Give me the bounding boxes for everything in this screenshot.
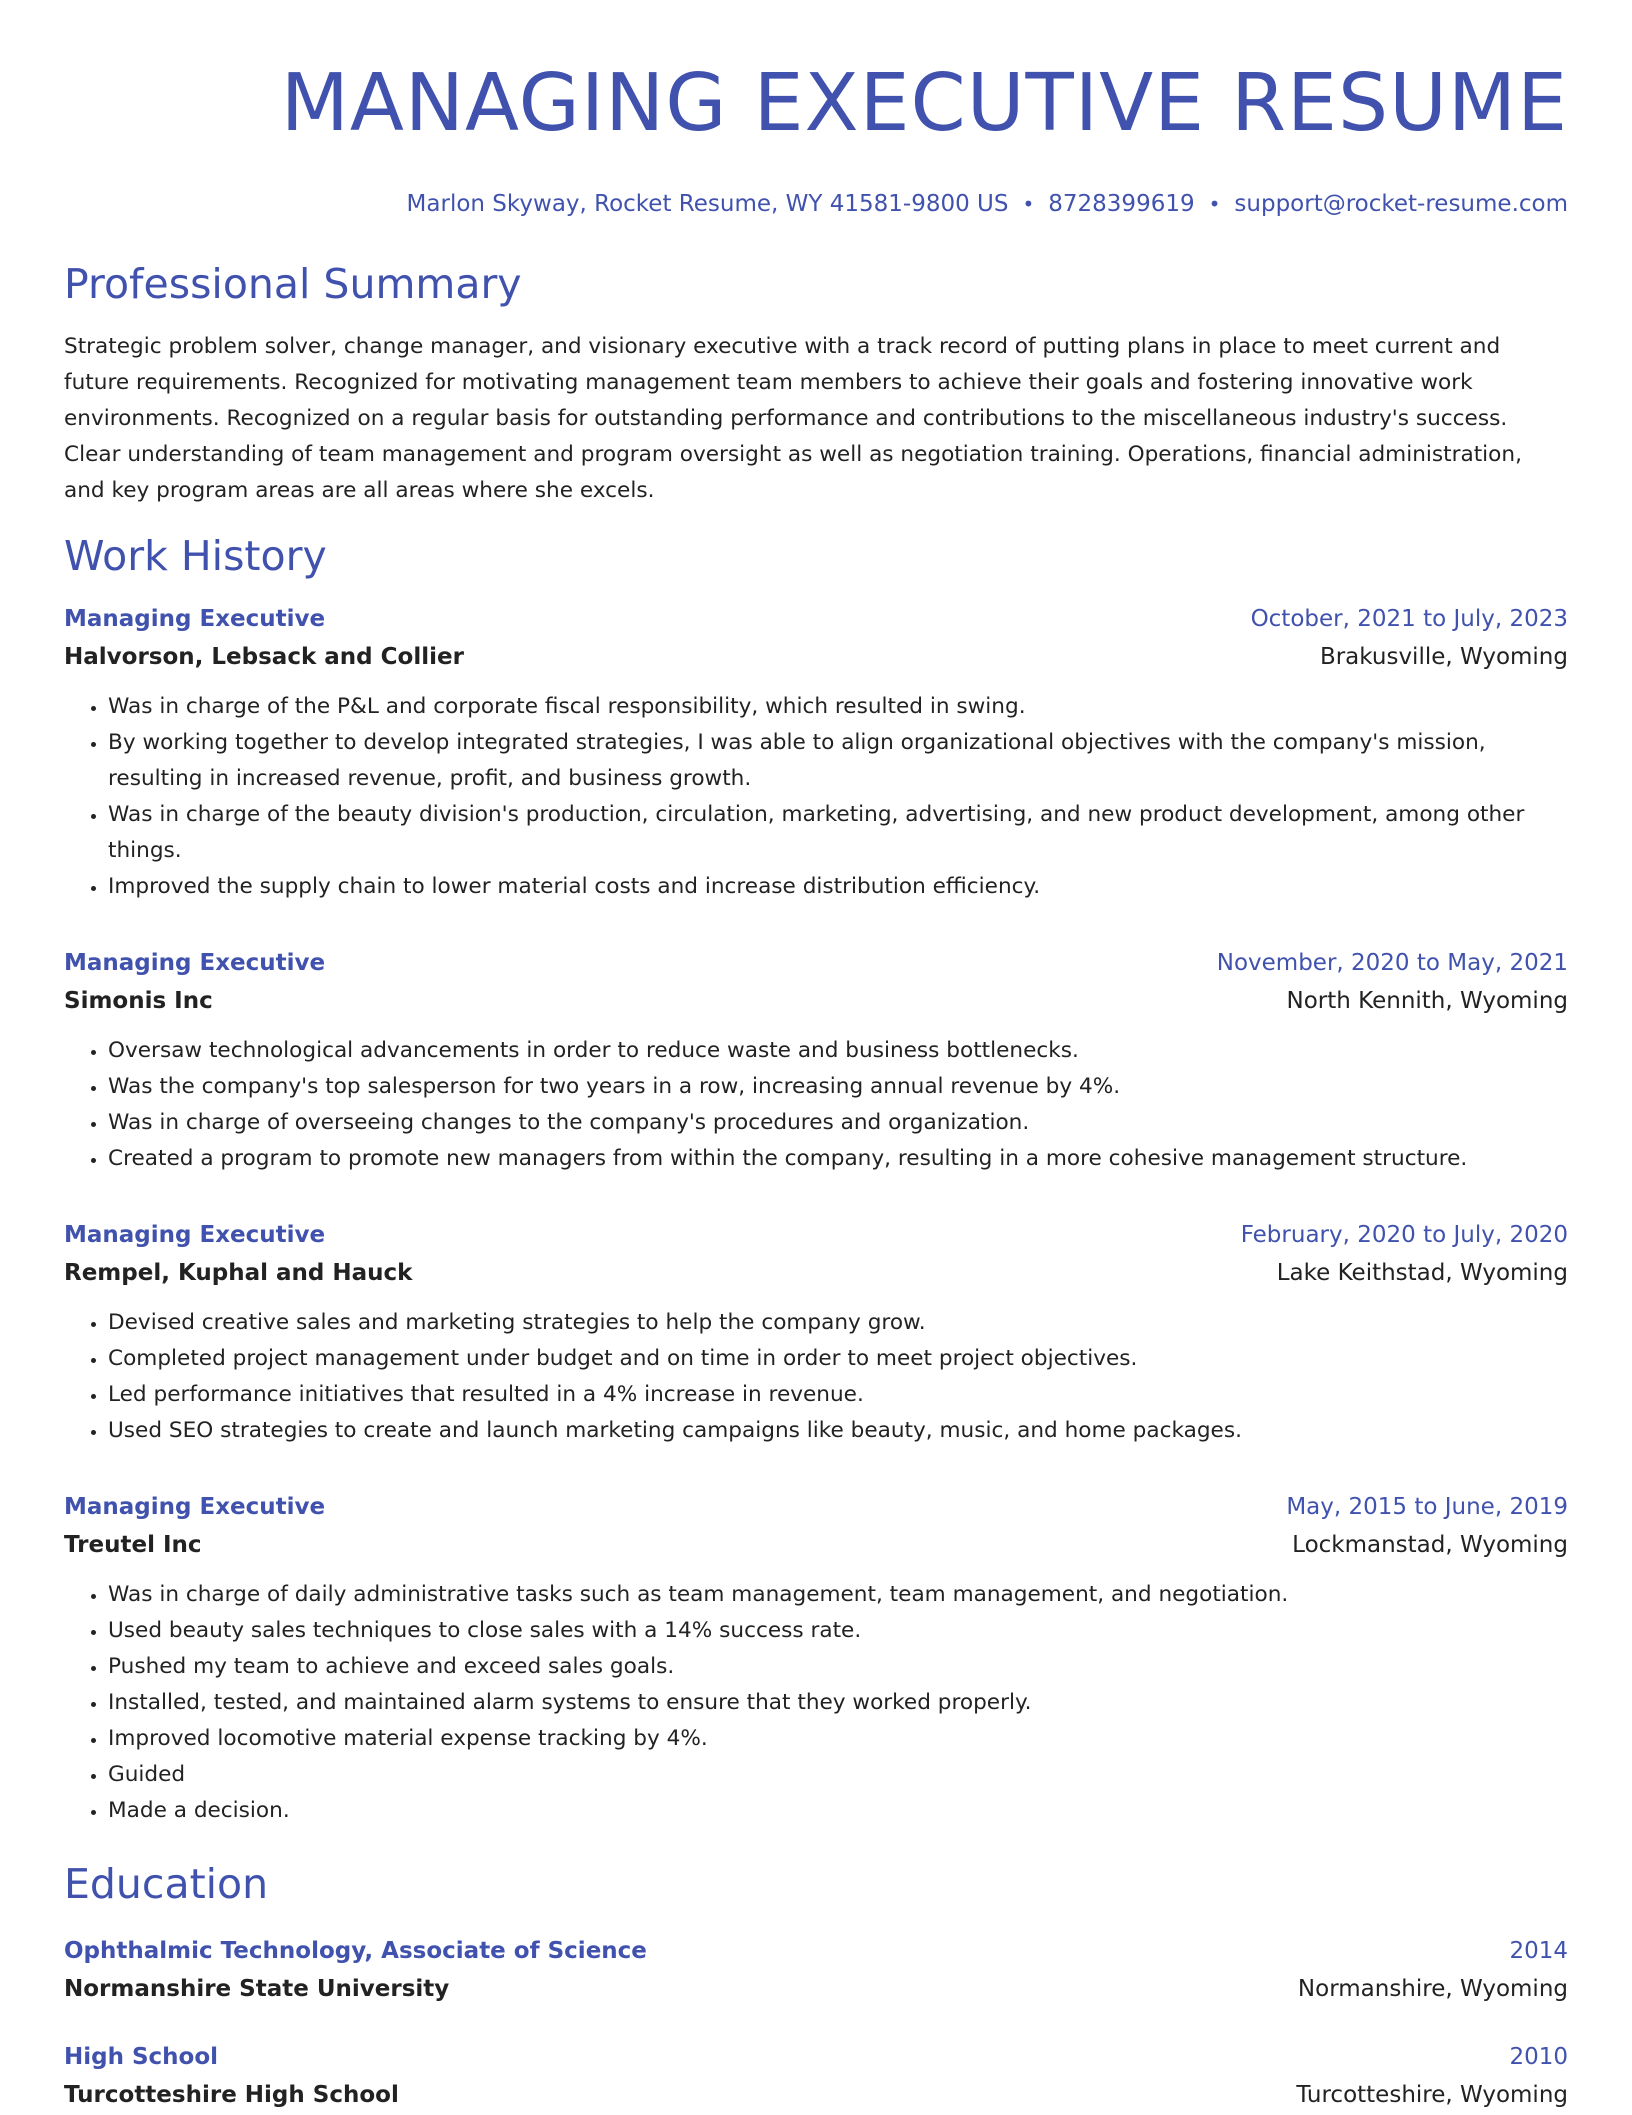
- job-role: Managing Executive: [64, 1222, 326, 1248]
- education-heading: Education: [64, 1860, 269, 1908]
- education-school: Normanshire State University: [64, 1976, 450, 2002]
- job-bullet: • Used beauty sales techniques to close sales with a 14% success rate.: [108, 1613, 1568, 1649]
- job-bullet: • Was in charge of daily administrative tasks such as team management, team management, and negotiation.: [108, 1577, 1568, 1613]
- job-entry: [64, 1217, 1568, 1449]
- job-title-row: [64, 945, 1568, 981]
- education-entry: [64, 2039, 1568, 2115]
- job-bullet: • Used SEO strategies to create and launch marketing campaigns like beauty, music, and home packages.: [108, 1413, 1568, 1449]
- job-title-row: [64, 1217, 1568, 1253]
- job-dates: May, 2015 to June, 2019: [1286, 1494, 1568, 1520]
- education-school: Turcotteshire High School: [64, 2082, 399, 2108]
- contact-email: support@rocket-resume.com: [1234, 191, 1568, 217]
- job-title-row: [64, 1489, 1568, 1525]
- job-bullet: • Completed project management under budget and on time in order to meet project objectives.: [108, 1341, 1568, 1377]
- contact-separator: •: [1208, 192, 1221, 216]
- job-dates: October, 2021 to July, 2023: [1250, 606, 1568, 632]
- contact-phone: 8728399619: [1048, 191, 1195, 217]
- job-bullet: • Was in charge of the P&L and corporate fiscal responsibility, which resulted in swing.: [108, 689, 1568, 725]
- contact-line: [64, 189, 1568, 219]
- job-bullet: • Guided: [108, 1757, 1568, 1793]
- job-bullet: • Improved locomotive material expense tracking by 4%.: [108, 1721, 1568, 1757]
- job-company-row: [64, 637, 1568, 677]
- education-location: Turcotteshire, Wyoming: [1296, 2082, 1568, 2108]
- job-bullet: • By working together to develop integrated strategies, I was able to align organizational objectives with the company's mission, resulting in increased revenue, profit, and business growth.: [108, 725, 1568, 797]
- job-company-row: [64, 1253, 1568, 1293]
- resume-title: MANAGING EXECUTIVE RESUME: [280, 57, 1568, 149]
- job-bullet: • Improved the supply chain to lower material costs and increase distribution efficiency.: [108, 869, 1568, 905]
- job-location: Lake Keithstad, Wyoming: [1276, 1260, 1568, 1286]
- job-location: Lockmanstad, Wyoming: [1292, 1532, 1568, 1558]
- job-bullet: • Devised creative sales and marketing strategies to help the company grow.: [108, 1305, 1568, 1341]
- job-bullet: • Made a decision.: [108, 1793, 1568, 1829]
- job-company: Treutel Inc: [64, 1532, 202, 1558]
- education-location: Normanshire, Wyoming: [1297, 1976, 1568, 2002]
- job-bullet: • Led performance initiatives that resulted in a 4% increase in revenue.: [108, 1377, 1568, 1413]
- summary-text: Strategic problem solver, change manager, and visionary executive with a track record of putting plans in place to meet current and future requirements. Recognized for motivating management team members to achieve their goals and fostering innovative work environments. Recognized on a regular basis for outstanding performance and contributions to the miscellaneous industry's success. Clear understanding of team management and program oversight as well as negotiation training. Operations, financial administration, and key program areas are all areas where she excels.: [64, 334, 1522, 503]
- job-bullet: • Installed, tested, and maintained alarm systems to ensure that they worked properly.: [108, 1685, 1568, 1721]
- job-company: Simonis Inc: [64, 988, 213, 1014]
- job-entry: [64, 601, 1568, 905]
- education-degree-row: [64, 2039, 1568, 2075]
- job-company: Halvorson, Lebsack and Collier: [64, 644, 464, 670]
- education-year: 2010: [1509, 2044, 1568, 2070]
- job-bullet: • Was in charge of the beauty division's production, circulation, marketing, advertising, and new product development, among other things.: [108, 797, 1568, 869]
- education-degree: High School: [64, 2044, 219, 2070]
- job-entry: [64, 945, 1568, 1177]
- job-bullet: • Was in charge of overseeing changes to the company's procedures and organization.: [108, 1105, 1568, 1141]
- job-role: Managing Executive: [64, 1494, 326, 1520]
- contact-address: Marlon Skyway, Rocket Resume, WY 41581-9800 US: [406, 191, 1009, 217]
- education-degree-row: [64, 1933, 1568, 1969]
- job-location: Brakusville, Wyoming: [1319, 644, 1568, 670]
- job-role: Managing Executive: [64, 606, 326, 632]
- job-bullet: • Oversaw technological advancements in order to reduce waste and business bottlenecks.: [108, 1033, 1568, 1069]
- education-entry: [64, 1933, 1568, 2009]
- job-bullet-list: [64, 689, 1568, 905]
- job-dates: November, 2020 to May, 2021: [1216, 950, 1568, 976]
- summary-heading: Professional Summary: [64, 260, 522, 308]
- job-location: North Kennith, Wyoming: [1286, 988, 1568, 1014]
- job-role: Managing Executive: [64, 950, 326, 976]
- contact-separator: •: [1022, 192, 1035, 216]
- job-bullet-list: [64, 1305, 1568, 1449]
- job-dates: February, 2020 to July, 2020: [1240, 1222, 1568, 1248]
- education-degree: Ophthalmic Technology, Associate of Science: [64, 1938, 647, 1964]
- job-company: Rempel, Kuphal and Hauck: [64, 1260, 413, 1286]
- job-bullet-list: [64, 1033, 1568, 1177]
- job-company-row: [64, 981, 1568, 1021]
- job-bullet: • Pushed my team to achieve and exceed sales goals.: [108, 1649, 1568, 1685]
- job-company-row: [64, 1525, 1568, 1565]
- job-title-row: [64, 601, 1568, 637]
- education-school-row: [64, 1969, 1568, 2009]
- work-history-heading: Work History: [64, 532, 327, 580]
- education-year: 2014: [1509, 1938, 1568, 1964]
- job-bullet-list: [64, 1577, 1568, 1829]
- education-school-row: [64, 2075, 1568, 2115]
- job-bullet: • Created a program to promote new managers from within the company, resulting in a more cohesive management structure.: [108, 1141, 1568, 1177]
- job-bullet: • Was the company's top salesperson for two years in a row, increasing annual revenue by 4%.: [108, 1069, 1568, 1105]
- job-entry: [64, 1489, 1568, 1829]
